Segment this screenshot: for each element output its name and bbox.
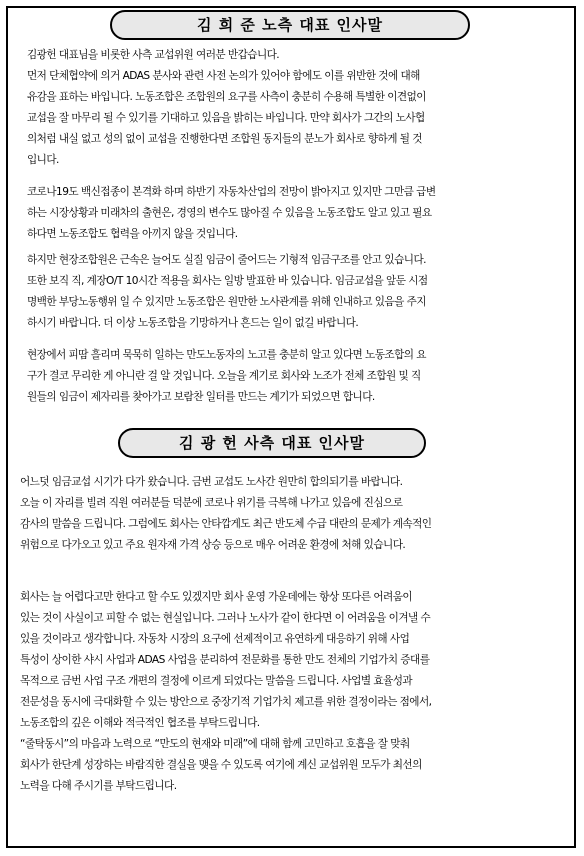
text-line: 어느덧 임금교섭 시기가 다가 왔습니다. 금번 교섭도 노사간 원만히 합의되기를 바랍니다.	[20, 476, 403, 488]
union-greeting-paragraph-1	[27, 45, 563, 171]
text-line: 의처럼 내실 없고 성의 없이 교섭을 진행한다면 조합원 동지들의 분노가 회사로 향하게 될 것	[27, 133, 422, 145]
text-line: 유감을 표하는 바입니다. 노동조합은 조합원의 요구를 사측이 충분히 수용해 특별한 이견없이	[27, 91, 426, 103]
text-line: 있는 것이 사실이고 피할 수 없는 현실입니다. 그러나 노사가 같이 한다면 이 어려움을 이겨낼 수	[20, 612, 431, 624]
management-greeting-paragraph-1	[20, 472, 560, 556]
text-line: 특성이 상이한 샤시 사업과 ADAS 사업을 분리하여 전문화를 통한 만도 전체의 기업가치 증대를	[20, 654, 430, 666]
text-line: 회사가 한단계 성장하는 바람직한 결실을 맺을 수 있도록 여기에 계신 교섭위원 모두가 최선의	[20, 759, 422, 771]
text-line: 노력을 다해 주시기를 부탁드립니다.	[20, 780, 177, 792]
text-line: 하는 시장상황과 미래차의 출현은, 경영의 변수도 많아질 수 있음을 노동조합도 알고 있고 필요	[27, 207, 432, 219]
text-line: 코로나19도 백신접종이 본격화 하며 하반기 자동차산업의 전망이 밝아지고 있지만 그만큼 급변	[27, 186, 436, 198]
text-line: 현장에서 피땀 흘리며 묵묵히 일하는 만도노동자의 노고를 충분히 알고 있다면 노동조합의 요	[27, 349, 426, 361]
text-line: 회사는 늘 어렵다고만 한다고 할 수도 있겠지만 회사 운영 가운데에는 항상 또다른 어려움이	[20, 591, 413, 603]
text-line: 위험으로 다가오고 있고 주요 원자재 가격 상승 등으로 매우 어려운 환경에 처해 있습니다.	[20, 539, 406, 551]
union-greeting-paragraph-2	[27, 182, 563, 245]
text-line: 교섭을 잘 마무리 될 수 있기를 기대하고 있음을 밝히는 바입니다. 만약 회사가 그간의 노사협	[27, 112, 425, 124]
text-line: 먼저 단체협약에 의거 ADAS 분사와 관련 사전 논의가 있어야 함에도 이를 위반한 것에 대해	[27, 70, 420, 82]
text-line: 감사의 말씀을 드립니다. 그럼에도 회사는 안타깝게도 최근 반도체 수급 대란의 문제가 계속적인	[20, 518, 432, 530]
text-line: 원들의 임금이 제자리를 찾아가고 보람찬 일터를 만드는 계기가 되었으면 합니다.	[27, 391, 375, 403]
management-greeting-paragraph-2	[20, 587, 560, 797]
text-line: 김광헌 대표님을 비롯한 사측 교섭위원 여러분 반갑습니다.	[27, 49, 280, 61]
text-line: 하다면 노동조합도 협력을 아끼지 않을 것입니다.	[27, 228, 238, 240]
text-line: 하지만 현장조합원은 근속은 늘어도 실질 임금이 줄어드는 기형적 임금구조를 안고 있습니다.	[27, 254, 426, 266]
text-line: 있을 것이라고 생각합니다. 자동차 시장의 요구에 선제적이고 유연하게 대응하기 위해 사업	[20, 633, 410, 645]
text-line: 하시기 바랍니다. 더 이상 노동조합을 기망하거나 흔드는 일이 없길 바랍니다.	[27, 317, 359, 329]
union-greeting-paragraph-4	[27, 345, 563, 408]
text-line: 노동조합의 깊은 이해와 적극적인 협조를 부탁드립니다.	[20, 717, 260, 729]
text-line: 목적으로 금번 사업 구조 개편의 결정에 이르게 되었다는 말씀을 드립니다. 사업별 효율성과	[20, 675, 413, 687]
text-line: 구가 결코 무리한 게 아니란 걸 알 것입니다. 오늘을 계기로 회사와 노조가 전체 조합원 및 직	[27, 370, 421, 382]
text-line: 전문성을 동시에 극대화할 수 있는 방안으로 중장기적 기업가치 제고를 위한 결정이라는 점에서,	[20, 696, 432, 708]
text-line: 또한 보직 직, 계장O/T 10시간 적용을 회사는 일방 발표한 바 있습니다. 임금교섭을 앞둔 시점	[27, 275, 428, 287]
management-greeting-title: 김 광 헌 사측 대표 인사말	[118, 428, 426, 458]
text-line: 오늘 이 자리를 빌려 직원 여러분들 덕분에 코로나 위기를 극복해 나가고 있음에 진심으로	[20, 497, 403, 509]
text-line: “줄탁동시”의 마음과 노력으로 “만도의 현재와 미래”에 대해 함께 고민하고 호흡을 잘 맞춰	[20, 738, 410, 750]
text-line: 입니다.	[27, 154, 59, 166]
text-line: 명백한 부당노동행위 일 수 있지만 노동조합은 원만한 노사관계를 위해 인내하고 있음을 주지	[27, 296, 426, 308]
union-greeting-paragraph-3	[27, 250, 563, 334]
union-greeting-title: 김 희 준 노측 대표 인사말	[110, 10, 470, 40]
